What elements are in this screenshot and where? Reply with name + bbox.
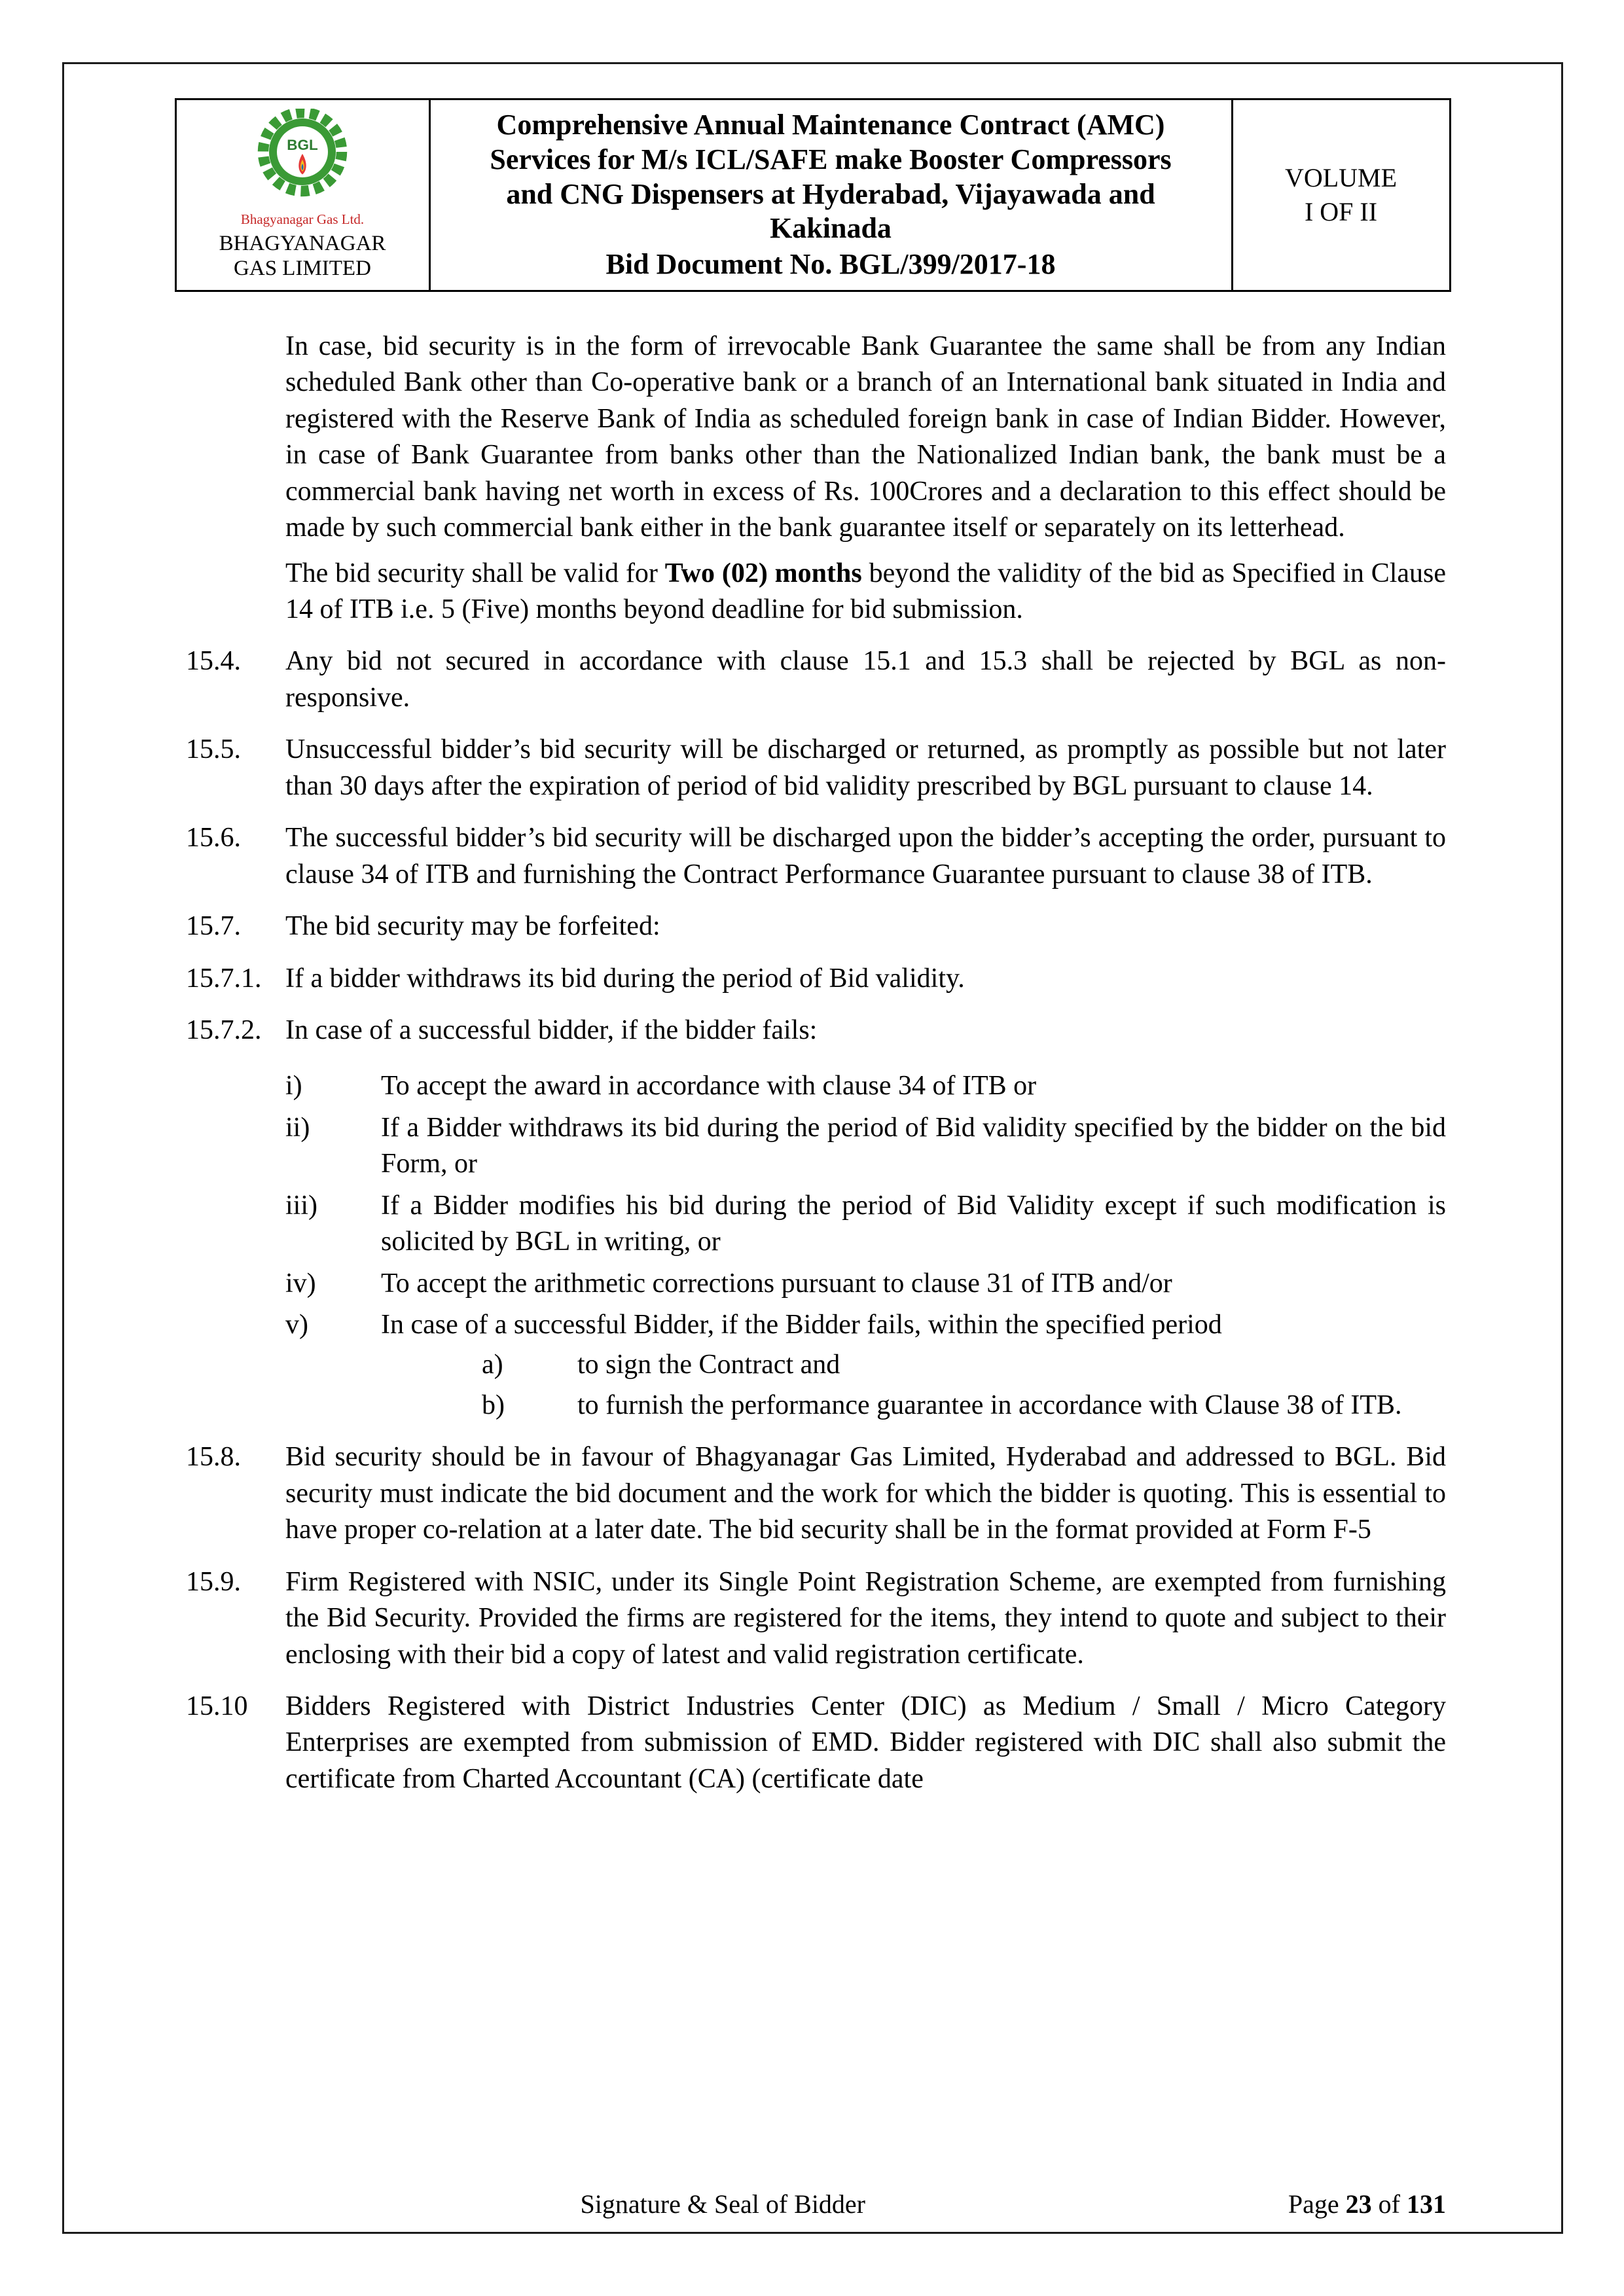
title-line-3: and CNG Dispensers at Hyderabad, Vijayawada and — [506, 177, 1155, 210]
list-item-i — [285, 1068, 1446, 1104]
clause-number: 15.7.2. — [186, 1014, 262, 1045]
list-marker: a) — [482, 1350, 503, 1380]
clause-15-7-2 — [186, 1013, 1446, 1049]
list-item-ii — [285, 1110, 1446, 1183]
clause-number: 15.8. — [186, 1442, 241, 1473]
list-item-a — [482, 1347, 1446, 1383]
title-line-4: Kakinada — [770, 212, 892, 245]
clause-15-6 — [186, 820, 1446, 893]
page-label-mid: of — [1371, 2189, 1407, 2219]
company-name-line2: GAS LIMITED — [234, 256, 371, 280]
logo-cell — [177, 100, 431, 290]
page-current: 23 — [1345, 2189, 1372, 2219]
clause-text: The bid security may be forfeited: — [285, 911, 660, 942]
page-footer — [64, 2189, 1561, 2224]
clause-number: 15.10 — [186, 1691, 248, 1721]
page-label-pre: Page — [1288, 2189, 1346, 2219]
volume-line-2: I OF II — [1304, 196, 1378, 226]
list-text: If a Bidder modifies his bid during the period of Bid Validity except if such modification is solicited by BGL in writing, or — [381, 1190, 1446, 1257]
clause-text: Any bid not secured in accordance with clause 15.1 and 15.3 shall be rejected by BGL as non-responsive. — [285, 646, 1446, 713]
clause-number: 15.9. — [186, 1566, 241, 1597]
clause-number: 15.6. — [186, 823, 241, 853]
clause-text: In case of a successful bidder, if the bidder fails: — [285, 1014, 818, 1045]
list-marker: ii) — [285, 1112, 310, 1143]
validity-text-bold: Two (02) months — [664, 558, 862, 588]
volume-line-1: VOLUME — [1284, 162, 1398, 192]
clause-15-9 — [186, 1564, 1446, 1673]
list-marker: i) — [285, 1071, 302, 1102]
clause-number: 15.5. — [186, 734, 241, 765]
roman-list — [186, 1068, 1446, 1424]
paragraph-bid-security-validity — [285, 556, 1446, 628]
clause-text: Bidders Registered with District Industries Center (DIC) as Medium / Small / Micro Category Enterprises are exempted from submission of EMD. Bidder registered with DIC shall also submit the certificate from Charted Accountant (CA) (certificate date — [285, 1691, 1446, 1794]
list-marker: b) — [482, 1390, 505, 1420]
clause-text: If a bidder withdraws its bid during the period of Bid validity. — [285, 963, 965, 994]
list-item-iii — [285, 1188, 1446, 1261]
bgl-logo-icon — [253, 109, 352, 210]
clause-number: 15.7.1. — [186, 963, 262, 994]
title-line-1: Comprehensive Annual Maintenance Contract (AMC) — [496, 109, 1165, 141]
list-marker: iii) — [285, 1190, 317, 1221]
clause-15-4 — [186, 643, 1446, 716]
page-total: 131 — [1407, 2189, 1446, 2219]
document-title-cell — [431, 100, 1233, 290]
list-text: To accept the arithmetic corrections pursuant to clause 31 of ITB and/or — [381, 1268, 1172, 1299]
clause-15-5 — [186, 732, 1446, 804]
clause-text: Firm Registered with NSIC, under its Single Point Registration Scheme, are exempted from furnishing the Bid Security. Provided the firms are registered for the items, they intend to quote and subject to their enclosing with their bid a copy of latest and valid registration certificate. — [285, 1566, 1446, 1670]
list-item-iv — [285, 1266, 1446, 1302]
page-border-frame — [62, 62, 1563, 2234]
title-line-2: Services for M/s ICL/SAFE make Booster Compressors — [490, 143, 1172, 175]
clause-15-7 — [186, 908, 1446, 944]
list-marker: iv) — [285, 1268, 316, 1299]
list-item-v — [285, 1307, 1446, 1343]
signature-seal-label: Signature & Seal of Bidder — [580, 2189, 865, 2219]
list-text: to furnish the performance guarantee in accordance with Clause 38 of ITB. — [577, 1390, 1402, 1420]
header-table — [175, 98, 1451, 292]
svg-text:BGL: BGL — [287, 137, 318, 154]
clause-text: Bid security should be in favour of Bhagyanagar Gas Limited, Hyderabad and addressed to BGL. Bid security must indicate the bid document and the work for which the bidder is quoting. This is essential to have proper co-relation at a later date. The bid security shall be in the format provided at Form F-5 — [285, 1442, 1446, 1545]
clause-number: 15.7. — [186, 911, 241, 942]
clause-15-8 — [186, 1439, 1446, 1548]
list-text: To accept the award in accordance with clause 34 of ITB or — [381, 1071, 1037, 1102]
clause-text: Unsuccessful bidder’s bid security will be discharged or returned, as promptly as possible but not later than 30 days after the expiration of period of bid validity prescribed by BGL pursuant to clause 14. — [285, 734, 1446, 801]
volume-cell — [1233, 100, 1449, 290]
clause-text: The successful bidder’s bid security will be discharged upon the bidder’s accepting the order, pursuant to clause 34 of ITB and furnishing the Contract Performance Guarantee pursuant to clause 38 of ITB. — [285, 823, 1446, 889]
page-number — [1288, 2189, 1446, 2219]
list-marker: v) — [285, 1310, 308, 1340]
list-item-b — [482, 1388, 1446, 1424]
validity-text-pre: The bid security shall be valid for — [285, 558, 665, 588]
clause-15-7-1 — [186, 961, 1446, 997]
bid-document-number: Bid Document No. BGL/399/2017-18 — [605, 248, 1056, 281]
logo-brand-text: Bhagyanagar Gas Ltd. — [240, 211, 365, 228]
list-text: to sign the Contract and — [577, 1350, 840, 1380]
list-text: In case of a successful Bidder, if the Bidder fails, within the specified period — [381, 1310, 1222, 1340]
document-body — [64, 292, 1561, 1797]
clause-15-10 — [186, 1689, 1446, 1797]
company-name-line1: BHAGYANAGAR — [219, 232, 386, 256]
validity-text-post: beyond the validity of the bid as Specified in Clause 14 of ITB i.e. 5 (Five) months beyond deadline for bid submission. — [285, 558, 1447, 625]
clause-number: 15.4. — [186, 646, 241, 677]
list-text: If a Bidder withdraws its bid during the period of Bid validity specified by the bidder on the bid Form, or — [381, 1112, 1446, 1179]
paragraph-bank-guarantee: In case, bid security is in the form of irrevocable Bank Guarantee the same shall be from any Indian scheduled Bank other than Co-operative bank or a branch of an International bank situated in India and registered with the Reserve Bank of India as scheduled foreign bank in case of Indian Bidder. However, in case of Bank Guarantee from banks other than the Nationalized Indian bank, the bank must be a commercial bank having net worth in excess of Rs. 100Crores and a declaration to this effect should be made by such commercial bank either in the bank guarantee itself or separately on its letterhead. — [285, 331, 1446, 543]
